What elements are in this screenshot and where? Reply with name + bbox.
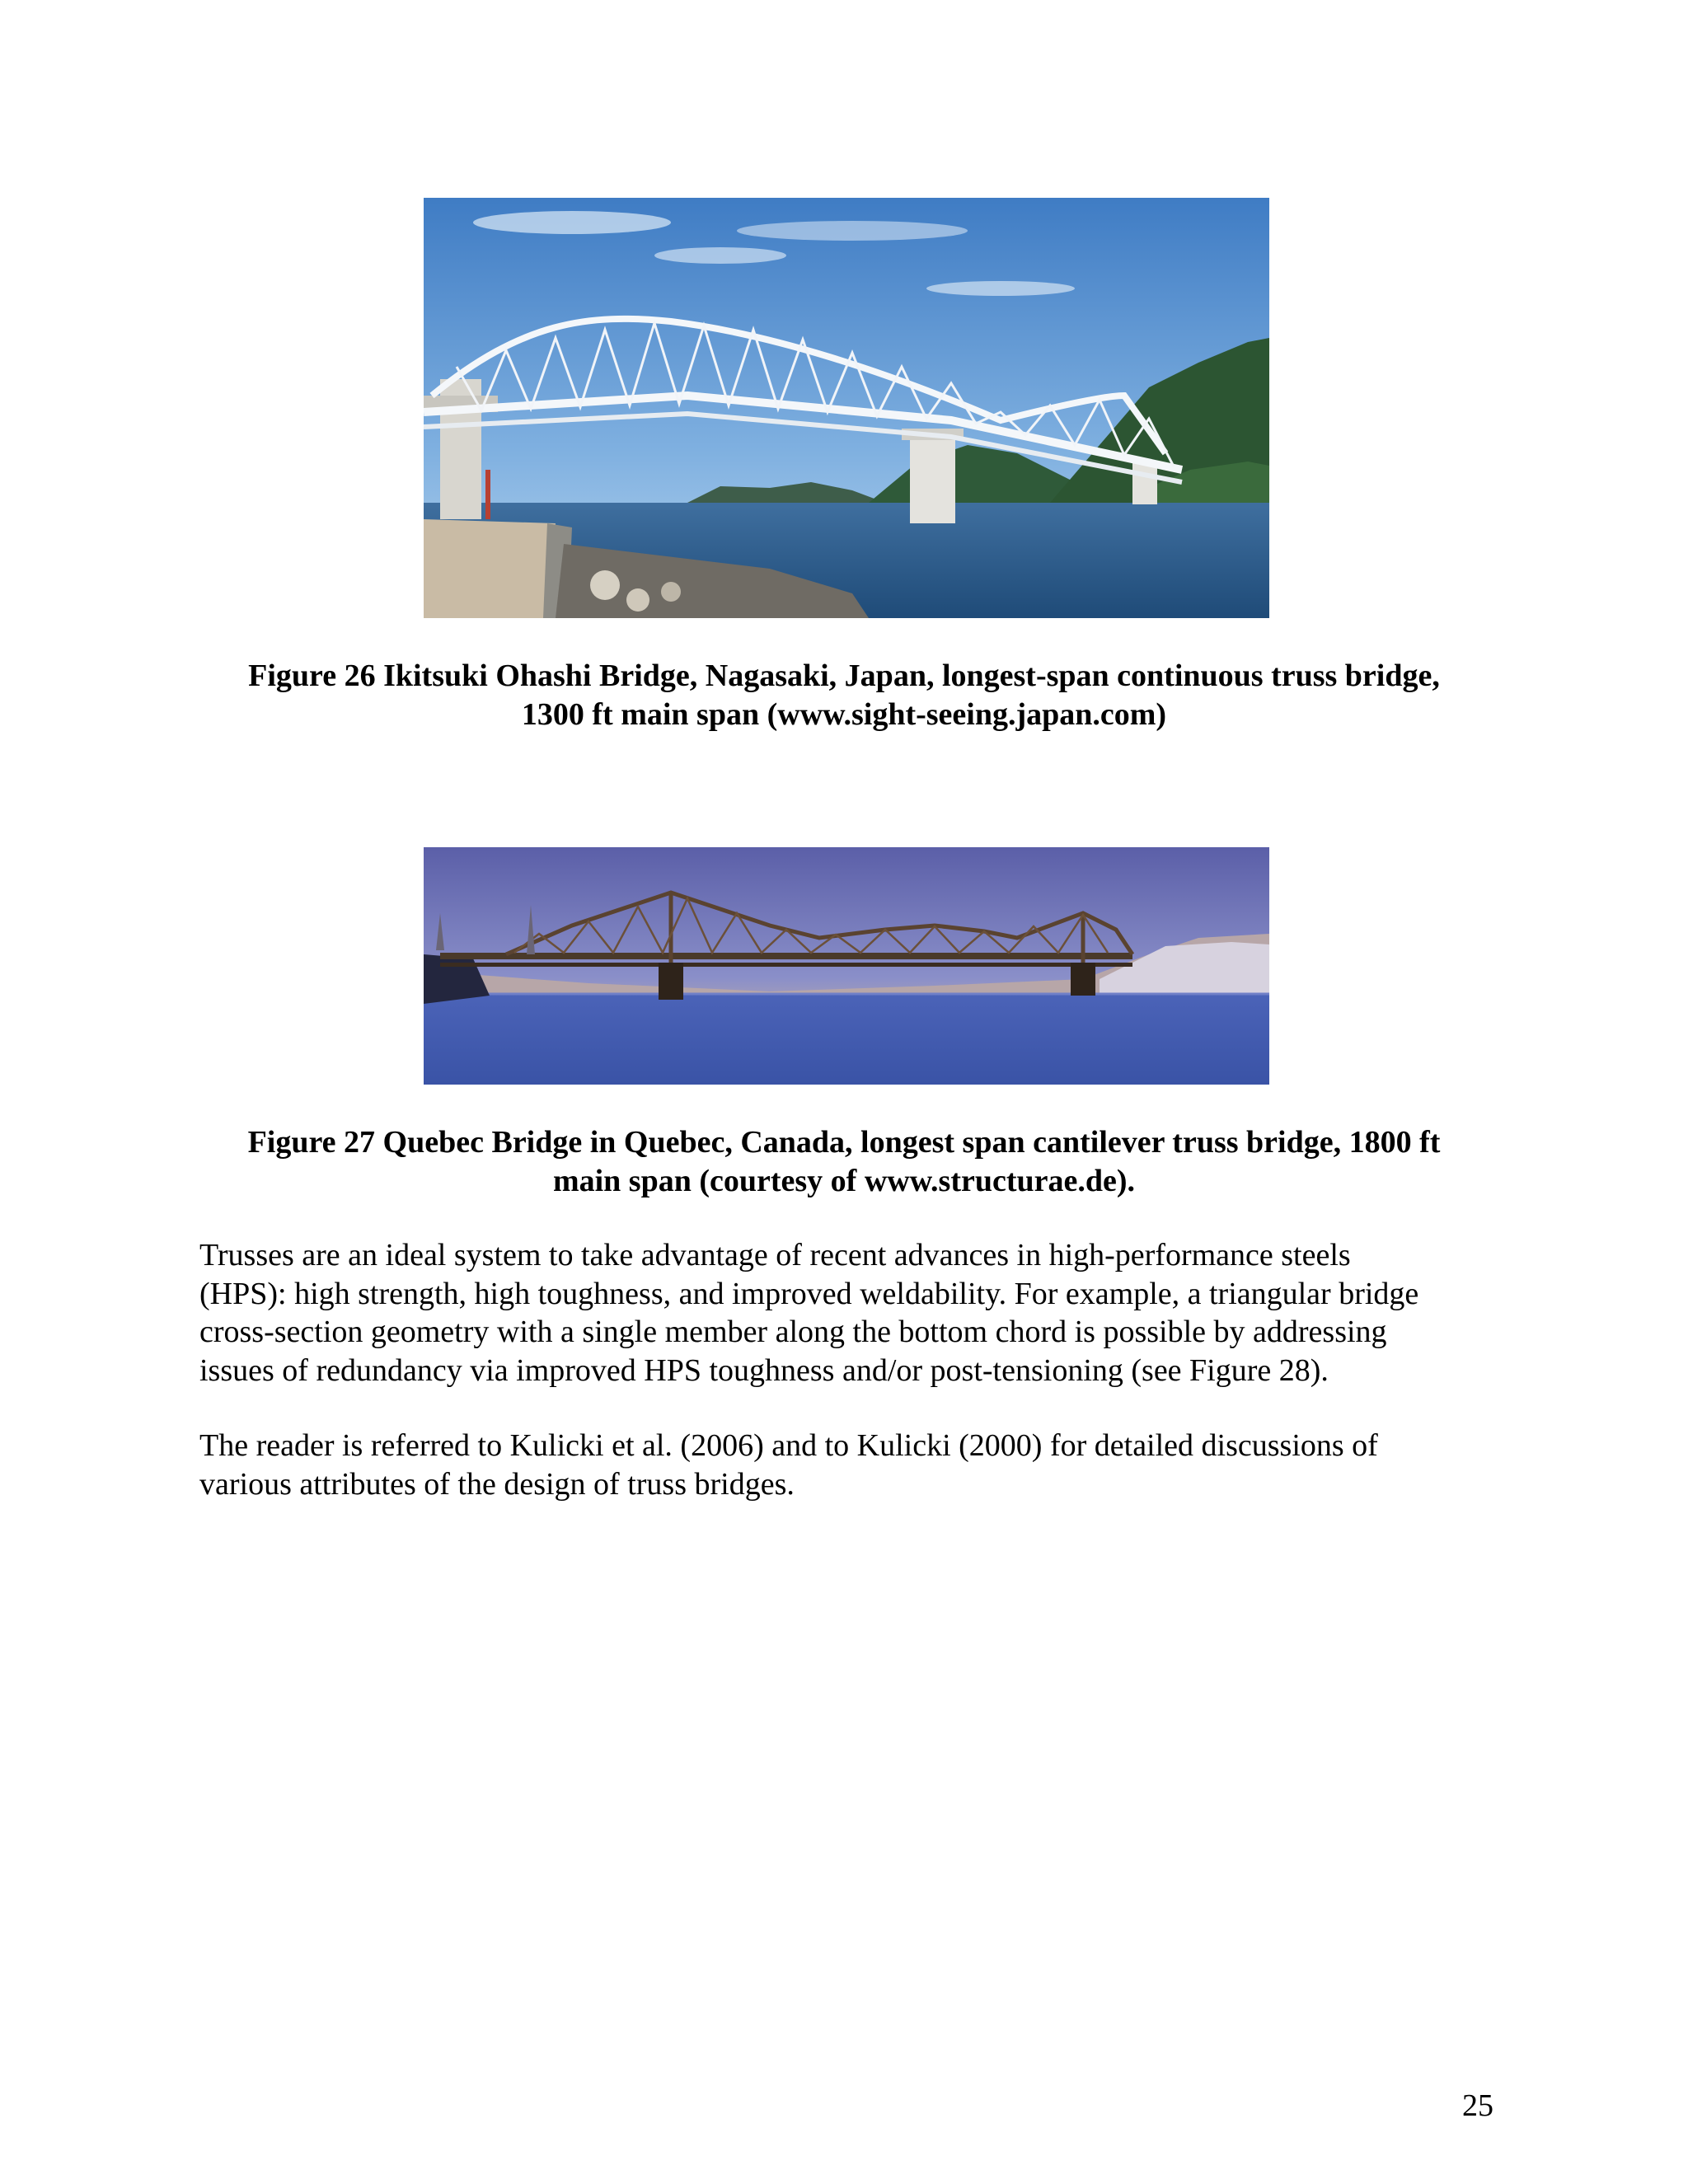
figure-26-photo [424,198,1269,618]
paragraph-line: Trusses are an ideal system to take advantage of recent advances in high-performance steels [199,1238,1351,1272]
figure-27-caption [165,1123,1523,1201]
figure-27-photo [424,847,1269,1085]
figure-26-caption [165,657,1523,734]
caption-line: Figure 26 Ikitsuki Ohashi Bridge, Nagasaki, Japan, longest-span continuous truss bridge, [248,658,1440,693]
ikitsuki-bridge-image [424,198,1269,618]
body-paragraph-hps [199,1236,1502,1390]
caption-line: main span (courtesy of www.structurae.de). [552,1164,1136,1198]
paragraph-line: The reader is referred to Kulicki et al. (2006) and to Kulicki (2000) for detailed discussions of [199,1428,1378,1463]
quebec-bridge-image [424,847,1269,1085]
paragraph-line: various attributes of the design of truss bridges. [199,1466,795,1502]
paragraph-line: issues of redundancy via improved HPS toughness and/or post-tensioning (see Figure 28). [199,1352,1329,1388]
caption-line: 1300 ft main span (www.sight-seeing.japan.com) [521,697,1167,732]
page-number: 25 [1462,2088,1493,2123]
paragraph-line: cross-section geometry with a single member along the bottom chord is possible by addressing [199,1315,1387,1349]
caption-line: Figure 27 Quebec Bridge in Quebec, Canada, longest span cantilever truss bridge, 1800 ft [247,1125,1441,1160]
body-paragraph-references [199,1427,1502,1503]
paragraph-line: (HPS): high strength, high toughness, and improved weldability. For example, a triangular bridge [199,1276,1419,1311]
